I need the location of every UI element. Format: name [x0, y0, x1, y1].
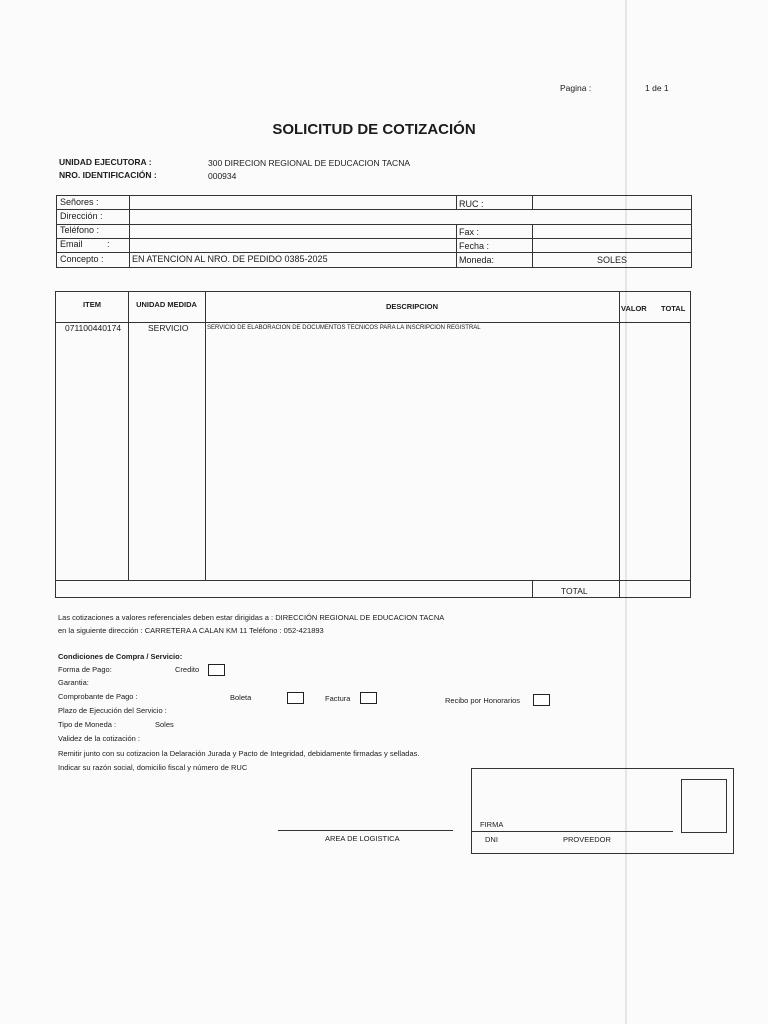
ruc-label: RUC : [459, 199, 484, 209]
direccion-label: Dirección : [60, 211, 103, 221]
validez-label: Validez de la cotización : [58, 734, 140, 743]
email-label: Email [60, 239, 83, 249]
conditions-title: Condiciones de Compra / Servicio: [58, 652, 183, 661]
unit-value: 300 DIRECION REGIONAL DE EDUCACION TACNA [208, 158, 410, 168]
factura-checkbox[interactable] [360, 692, 377, 704]
proveedor-label: PROVEEDOR [563, 835, 611, 844]
factura-label: Factura [325, 694, 351, 703]
comprobante-label: Comprobante de Pago : [58, 692, 138, 701]
provider-stamp-box [681, 779, 727, 833]
page-value: 1 de 1 [645, 83, 669, 93]
fecha-label: Fecha : [459, 241, 490, 251]
remitir-text: Remitir junto con su cotizacion la Delaración Jurada y Pacto de Integridad, debidamente firmadas y selladas. [58, 749, 420, 758]
note-line-2: en la siguiente dirección : CARRETERA A CALAN KM 11 Teléfono : 052-421893 [58, 626, 324, 635]
boleta-label: Boleta [230, 693, 252, 702]
indicar-text: Indicar su razón social, domicilio fiscal y número de RUC [58, 763, 248, 772]
fax-label: Fax : [459, 227, 480, 237]
supplier-info-table [56, 195, 692, 268]
recibo-label: Recibo por Honorarios [445, 696, 521, 705]
header-unit: UNIDAD MEDIDA [136, 300, 197, 309]
credito-label: Credito [175, 665, 200, 674]
concepto-label: Concepto : [60, 254, 104, 264]
boleta-checkbox[interactable] [287, 692, 304, 704]
plazo-label: Plazo de Ejecución del Servicio : [58, 706, 167, 715]
garantia-label: Garantia: [58, 678, 89, 687]
email-colon: : [107, 239, 110, 249]
row-description: SERVICIO DE ELABORACION DE DOCUMENTOS TECNICOS PARA LA INSCRIPCION REGISTRAL [207, 325, 481, 331]
page-label: Pagina : [560, 83, 592, 93]
dni-label: DNI [485, 835, 498, 844]
items-table [55, 291, 691, 598]
row-item: 071100440174 [65, 323, 122, 333]
header-item: ITEM [83, 300, 101, 309]
total-label: TOTAL [561, 586, 588, 596]
senores-label: Señores : [60, 197, 99, 207]
firma-label: FIRMA [480, 820, 504, 829]
telefono-label: Teléfono : [60, 225, 100, 235]
credito-checkbox[interactable] [208, 664, 225, 676]
logistics-signature-line [278, 830, 453, 831]
document-title: SOLICITUD DE COTIZACIÓN [272, 121, 476, 138]
header-valor: VALOR [621, 304, 647, 313]
moneda-label: Moneda: [459, 255, 495, 265]
id-value: 000934 [208, 171, 237, 181]
id-label: NRO. IDENTIFICACIÓN : [59, 170, 157, 180]
area-logistica-label: AREA DE LOGISTICA [325, 834, 400, 843]
tipo-moneda-value: Soles [155, 720, 174, 729]
concepto-value: EN ATENCION AL NRO. DE PEDIDO 0385-2025 [132, 254, 328, 264]
unit-label: UNIDAD EJECUTORA : [59, 157, 152, 167]
recibo-checkbox[interactable] [533, 694, 550, 706]
note-line-1: Las cotizaciones a valores referenciales deben estar dirigidas a : DIRECCIÓN REGIONAL DE EDUCACION TACNA [58, 613, 445, 622]
provider-signature-line [471, 831, 673, 832]
moneda-value: SOLES [597, 255, 628, 265]
forma-pago-label: Forma de Pago: [58, 665, 112, 674]
header-total: TOTAL [661, 304, 686, 313]
row-unit: SERVICIO [148, 323, 189, 333]
header-description: DESCRIPCION [385, 302, 439, 311]
tipo-moneda-label: Tipo de Moneda : [58, 720, 117, 729]
